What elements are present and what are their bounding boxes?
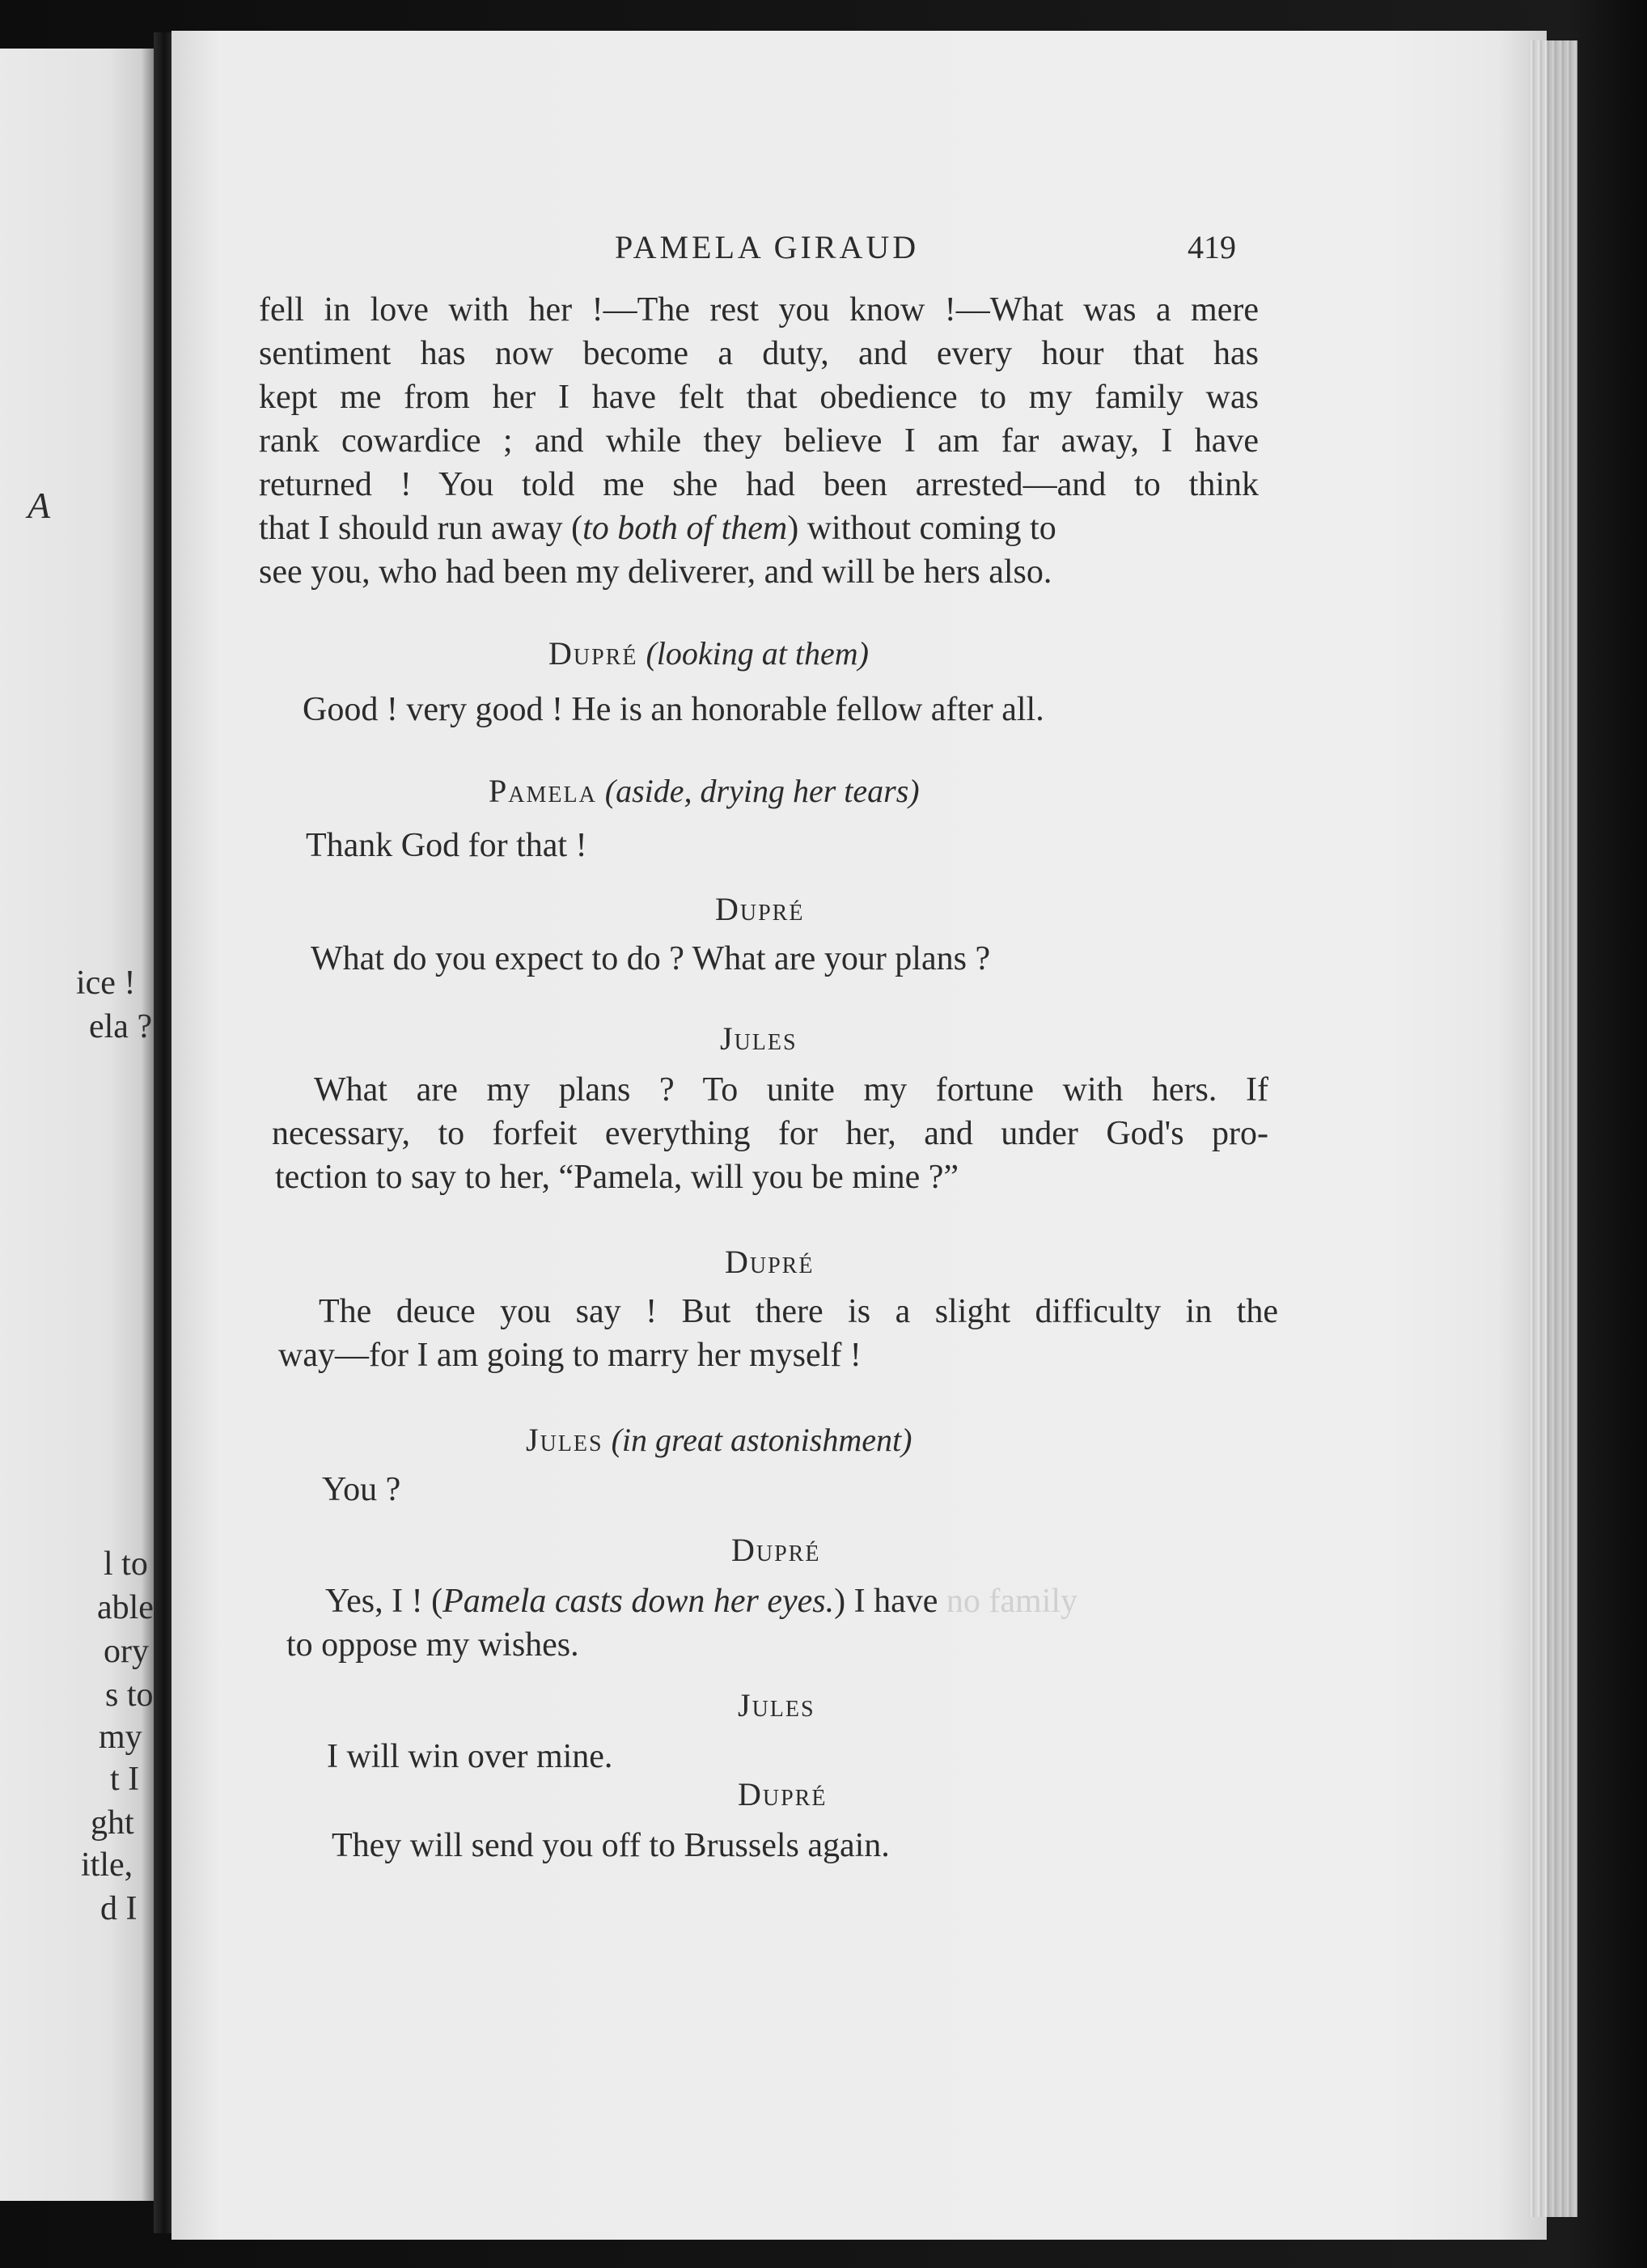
dialogue-line: They will send you off to Brussels again. [332, 1827, 890, 1864]
dialogue-line: Good ! very good ! He is an honorable fellow after all. [303, 691, 1044, 728]
facing-page-fragment: ory [104, 1633, 149, 1670]
text-run: ) without coming to [787, 510, 1056, 547]
stage-direction: to both of them [582, 510, 788, 547]
facing-page-fragment: my [99, 1719, 142, 1756]
page-stack-edge [1529, 40, 1577, 2217]
speaker-name: Dupré [725, 1244, 815, 1280]
stage-direction: (aside, drying her tears) [604, 773, 920, 809]
dialogue-line [325, 1584, 1078, 1618]
facing-page-fragment: t I [110, 1761, 140, 1798]
speaker-heading [548, 635, 869, 672]
speaker-name: Dupré [715, 891, 805, 927]
facing-page-fragment: able [97, 1589, 154, 1626]
dialogue-line: way—for I am going to marry her myself ! [278, 1337, 862, 1374]
text-line: rank cowardice ; and while they believe I am far away, I have [259, 422, 1259, 460]
dialogue-line: What do you expect to do ? What are your plans ? [311, 940, 991, 977]
facing-page [0, 49, 154, 2201]
stage-direction: (looking at them) [646, 635, 869, 672]
text-line: see you, who had been my deliverer, and will be hers also. [259, 553, 1052, 591]
speaker-name: Jules [526, 1422, 603, 1458]
speaker-name: Dupré [731, 1532, 821, 1568]
dialogue-line: necessary, to forfeit everything for her, and under God's pro- [272, 1115, 1268, 1152]
text-line: sentiment has now become a duty, and every hour that has [259, 335, 1259, 372]
facing-page-fragment: A [28, 485, 51, 526]
facing-page-fragment: ice ! [76, 964, 136, 1002]
dialogue-line: You ? [322, 1471, 401, 1508]
page-number: 419 [1188, 229, 1236, 265]
facing-page-fragment: d I [100, 1890, 138, 1927]
dialogue-line: to oppose my wishes. [286, 1626, 579, 1664]
running-header-title: PAMELA GIRAUD [615, 229, 920, 265]
facing-page-fragment: ela ? [89, 1008, 153, 1045]
dialogue-line: The deuce you say ! But there is a slight difficulty in the [319, 1293, 1278, 1330]
speaker-name: Pamela [489, 773, 597, 809]
facing-page-fragment: ght [91, 1804, 134, 1842]
speaker-name: Jules [720, 1020, 798, 1057]
facing-page-fragment: itle, [81, 1846, 133, 1884]
dialogue-line: I will win over mine. [327, 1738, 613, 1775]
speaker-heading [526, 1424, 912, 1456]
dialogue-line: Thank God for that ! [306, 827, 587, 864]
stage-direction: Pamela casts down her eyes. [442, 1583, 835, 1620]
speaker-name: Dupré [738, 1776, 828, 1812]
speaker-name: Jules [738, 1687, 815, 1723]
text-run: Yes, I ! ( [325, 1583, 443, 1620]
text-line [259, 511, 1056, 545]
facing-page-fragment: l to [104, 1545, 148, 1583]
speaker-heading [489, 775, 920, 808]
text-run: that I should run away ( [259, 510, 583, 547]
dialogue-line: tection to say to her, “Pamela, will you be mine ?” [275, 1159, 959, 1196]
text-run: ) I have [834, 1583, 946, 1620]
speaker-name: Dupré [548, 635, 638, 672]
stage-direction: (in great astonishment) [611, 1422, 912, 1458]
faded-text-run: no family [946, 1583, 1078, 1620]
text-line: returned ! You told me she had been arrested—and to think [259, 466, 1259, 503]
dialogue-line: What are my plans ? To unite my fortune with hers. If [314, 1071, 1268, 1109]
text-line: kept me from her I have felt that obedience to my family was [259, 379, 1259, 416]
facing-page-fragment: s to [105, 1677, 154, 1714]
text-line: fell in love with her !—The rest you know !—What was a mere [259, 291, 1259, 329]
